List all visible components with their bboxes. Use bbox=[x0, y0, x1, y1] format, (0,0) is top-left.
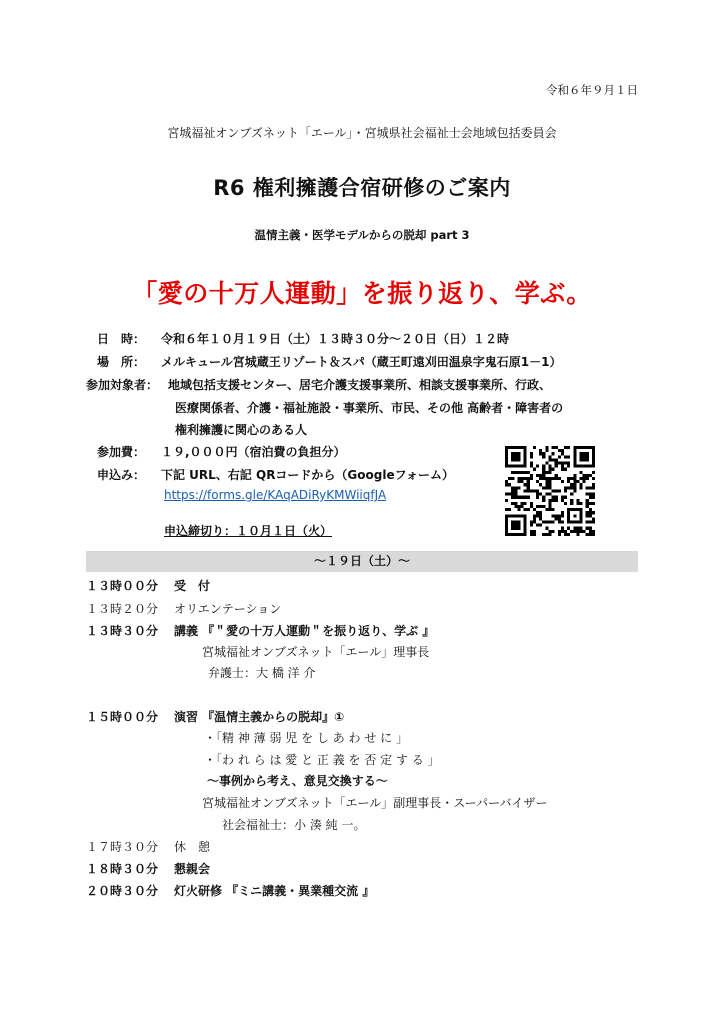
document-date: 令和６年９月１日 bbox=[546, 83, 638, 97]
apply-label: 申込み： bbox=[97, 468, 146, 482]
schedule-time: ２０時３０分 bbox=[86, 884, 159, 898]
lecture-speaker-org: 宮城福祉オンブズネット「エール」理事長 bbox=[202, 645, 430, 659]
lecture-speaker: 弁護士：大 橋 洋 介 bbox=[208, 666, 316, 680]
exercise-note: ～事例から考え、意見交換する～ bbox=[207, 774, 388, 788]
day1-heading: ～１９日（土）～ bbox=[86, 551, 638, 572]
schedule-time: １３時２０分 bbox=[86, 602, 159, 616]
schedule-label: 懇親会 bbox=[174, 862, 211, 876]
info-venue bbox=[97, 353, 561, 370]
info-target bbox=[86, 376, 551, 393]
schedule-time: １５時００分 bbox=[86, 710, 159, 724]
datetime-label: 日 時： bbox=[97, 332, 146, 346]
schedule-label: 受 付 bbox=[174, 579, 211, 593]
schedule-time: １７時３０分 bbox=[86, 840, 159, 854]
apply-value: 下記 URL、右記 QRコードから（Googleフォーム） bbox=[161, 468, 455, 482]
venue-value: メルキュール宮城蔵王リゾート＆スパ（蔵王町遠刈田温泉字鬼石原1－1） bbox=[161, 355, 562, 369]
schedule-row-2 bbox=[86, 600, 281, 617]
datetime-value: 令和６年１０月１９日（土）１３時３０分～２０日（日）１２時 bbox=[161, 332, 510, 346]
schedule-row-6 bbox=[86, 860, 210, 877]
schedule-label: 演習 『温情主義からの脱却』① bbox=[174, 710, 345, 724]
schedule-row-4 bbox=[86, 708, 344, 725]
fee-label: 参加費： bbox=[97, 445, 146, 459]
target-line-2: 医療関係者、介護・福祉施設・事業所、市民、その他 高齢者・障害者の bbox=[175, 401, 564, 415]
qr-code-icon[interactable] bbox=[505, 446, 595, 536]
schedule-label: 休 憩 bbox=[174, 840, 211, 854]
subtitle: 温情主義・医学モデルからの脱却 part 3 bbox=[254, 228, 470, 242]
page-title: R6 権利擁護合宿研修のご案内 bbox=[213, 176, 511, 200]
target-line-1: 地域包括支援センター、居宅介護支援事業所、相談支援事業所、行政、 bbox=[168, 378, 552, 392]
info-fee bbox=[97, 443, 346, 460]
exercise-topic-2: ・「わ れ ら は 愛 と 正 義 を 否 定 す る 」 bbox=[204, 753, 440, 767]
apply-url-link[interactable]: https://forms.gle/KAqADiRyKMWiiqfJA bbox=[164, 488, 387, 502]
info-apply bbox=[97, 466, 454, 483]
schedule-label: オリエンテーション bbox=[174, 602, 282, 616]
info-datetime bbox=[97, 330, 509, 347]
headline: 「愛の十万人運動」を振り返り、学ぶ。 bbox=[132, 279, 592, 308]
schedule-time: １３時３０分 bbox=[86, 624, 159, 638]
schedule-label: 灯火研修 『ミニ講義・異業種交流 』 bbox=[174, 884, 375, 898]
exercise-speaker-org: 宮城福祉オンブズネット「エール」副理事長・スーパーバイザー bbox=[202, 796, 548, 810]
target-label: 参加対象者： bbox=[86, 378, 159, 392]
venue-label: 場 所： bbox=[97, 355, 146, 369]
schedule-label: 講義 『＂愛の十万人運動＂を振り返り、学ぶ 』 bbox=[174, 624, 435, 638]
exercise-speaker: 社会福祉士：小 湊 純 一。 bbox=[222, 818, 366, 832]
schedule-row-1 bbox=[86, 577, 210, 594]
schedule-time: １３時００分 bbox=[86, 579, 159, 593]
schedule-row-7 bbox=[86, 882, 374, 899]
organizers: 宮城福祉オンブズネット「エール」・宮城県社会福祉士会地域包括委員会 bbox=[167, 126, 557, 140]
exercise-topic-1: ・「精 神 薄 弱 児 を し あ わ せ に 」 bbox=[204, 731, 408, 745]
schedule-row-3 bbox=[86, 622, 434, 639]
deadline: 申込締切り：１０月１日（火） bbox=[164, 524, 333, 538]
schedule-row-5 bbox=[86, 838, 210, 855]
target-line-3: 権利擁護に関心のある人 bbox=[175, 423, 308, 437]
schedule-time: １８時３０分 bbox=[86, 862, 159, 876]
fee-value: １９,０００円（宿泊費の負担分） bbox=[161, 445, 346, 459]
